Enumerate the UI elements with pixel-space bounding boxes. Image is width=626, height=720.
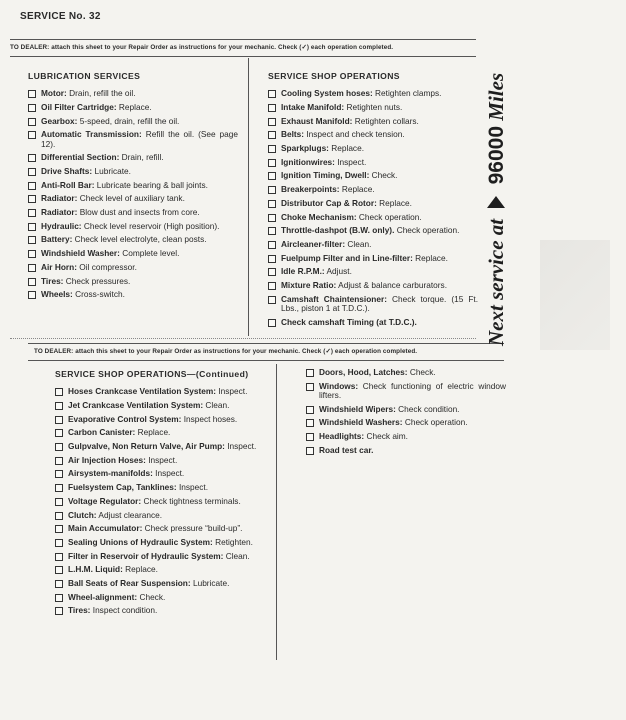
shop-ops-list [268,89,478,327]
item-name: Tires: [41,275,64,286]
checklist-item [55,428,265,437]
checklist-item [55,415,265,424]
checkbox[interactable] [55,429,63,437]
next-service-miles-label: Miles [484,72,508,121]
item-name: Fuelsystem Cap, Tanklines: [68,482,177,493]
checklist-item [268,89,478,98]
checkbox[interactable] [306,433,314,441]
item-description: Refill the oil. (See page 12). [41,129,239,149]
checklist-item [55,497,265,506]
checkbox[interactable] [268,159,276,167]
checkbox[interactable] [268,186,276,194]
item-description: Check condition. [395,403,460,414]
item-name: Battery: [41,234,73,245]
item-name: Windshield Wipers: [319,403,396,414]
checkbox[interactable] [28,90,36,98]
item-description: Replace. [339,184,375,195]
checkbox[interactable] [28,104,36,112]
checklist-item [55,606,265,615]
item-name: Air Horn: [41,261,77,272]
item-name: Anti-Roll Bar: [41,179,95,190]
checkbox[interactable] [28,291,36,299]
checklist-item [28,117,238,126]
item-description: Check pressure “build-up”. [142,523,243,534]
item-description: Check functioning of electric window lifters. [319,380,506,400]
item-description: Cross-switch. [72,289,125,300]
checkbox[interactable] [268,227,276,235]
item-name: Sparkplugs: [281,143,329,154]
checkbox[interactable] [55,566,63,574]
checkbox[interactable] [268,241,276,249]
item-description: Check operation. [394,225,460,236]
item-name: Air Injection Hoses: [68,454,146,465]
item-description: Lubricate. [190,578,230,589]
item-name: Windshield Washers: [319,417,403,428]
checkbox[interactable] [268,200,276,208]
checklist-item [28,167,238,176]
item-description: Clean. [345,238,372,249]
checkbox[interactable] [268,104,276,112]
item-description: Check operation. [402,417,468,428]
item-description: Lubricate. [92,165,131,176]
item-description: Inspect. [224,441,257,452]
next-service-sidebar [476,36,516,346]
item-description: Lubricate bearing & ball joints. [94,179,208,190]
item-description: Oil compressor. [76,261,137,272]
checklist-item [55,593,265,602]
item-name: Headlights: [319,431,365,442]
checkbox[interactable] [28,278,36,286]
item-description: Inspect. [145,454,178,465]
checkbox[interactable] [55,457,63,465]
lubrication-list [28,89,238,299]
item-name: Exhaust Manifold: [281,115,353,126]
checklist-item [268,144,478,153]
checklist-item [55,456,265,465]
checklist-item [28,103,238,112]
item-name: Ignitionwires: [281,156,335,167]
checklist-item [28,290,238,299]
checklist-item [55,483,265,492]
item-name: Fuelpump Filter and in Line-filter: [281,252,413,263]
item-name: Radiator: [41,207,78,218]
item-description: Inspect. [216,386,248,397]
checkbox[interactable] [28,182,36,190]
checklist-item [268,295,478,313]
checkbox[interactable] [28,131,36,139]
checklist-item [268,267,478,276]
checklist-item [28,130,238,148]
item-description: Adjust clearance. [96,509,163,520]
checklist-item [268,171,478,180]
item-description: Inspect. [334,156,367,167]
item-description: Replace. [328,143,365,154]
checklist-item [55,401,265,410]
shop-ops-cont-list [55,387,265,615]
item-description: Retighten collars. [352,115,419,126]
rule-bottom-a [28,343,504,344]
checkbox[interactable] [55,388,63,396]
item-name: Carbon Canister: [68,427,136,438]
item-description: Inspect. [176,482,209,493]
checklist-item [55,538,265,547]
item-description: Check torque. (15 Ft. Lbs., piston 1 at T.D.C.). [281,293,478,313]
checkbox[interactable] [55,539,63,547]
item-name: Clutch: [68,509,97,520]
item-name: Automatic Transmission: [41,129,142,140]
checkbox[interactable] [28,223,36,231]
item-name: Camshaft Chaintensioner: [281,293,387,304]
dealer-note-top: TO DEALER: attach this sheet to your Repair Order as instructions for your mechanic. Check (✓) each operation completed. [10,44,394,51]
column-divider-top [248,58,249,336]
checklist-item [55,579,265,588]
item-description: Replace. [116,101,152,112]
checklist-item [306,405,506,414]
checklist-item [55,565,265,574]
cut-line [10,338,476,339]
checkbox[interactable] [268,319,276,327]
dealer-rule-top [10,56,476,57]
item-description: Inspect condition. [90,605,158,616]
checkbox[interactable] [268,282,276,290]
item-description: Drain, refill the oil. [66,88,136,99]
item-description: Check. [137,591,166,602]
checkbox[interactable] [55,512,63,520]
checkbox[interactable] [28,264,36,272]
checkbox[interactable] [55,607,63,615]
item-description: Retighten. [212,536,253,547]
item-description: Clean. [203,399,230,410]
checklist-item [268,254,478,263]
checkbox[interactable] [28,209,36,217]
item-name: Intake Manifold: [281,101,345,112]
checkbox[interactable] [306,369,314,377]
item-description: Inspect. [152,468,185,479]
item-name: Wheel-alignment: [68,591,138,602]
item-description: Inspect and check tension. [304,129,405,140]
shop-ops-heading: SERVICE SHOP OPERATIONS [268,71,400,81]
checkbox[interactable] [268,214,276,222]
checklist-item [55,469,265,478]
checkbox[interactable] [268,90,276,98]
item-description: Check. [407,367,436,377]
item-name: Hoses Crankcase Ventilation System: [68,386,217,397]
checkbox[interactable] [306,447,314,455]
item-name: Main Accumulator: [68,523,143,534]
item-description: Check. [369,170,398,181]
column-divider-bottom [276,364,277,660]
checklist-item [28,235,238,244]
item-description: Clean. [223,550,250,561]
checkbox[interactable] [55,498,63,506]
item-description: Check level reservoir (High position). [81,220,220,231]
lubrication-section [28,72,238,304]
item-name: Evaporative Control System: [68,413,182,424]
item-name: Hydraulic: [41,220,82,231]
checklist-item [28,263,238,272]
checklist-item [268,240,478,249]
checklist-item [268,199,478,208]
item-name: Ignition Timing, Dwell: [281,170,370,181]
checkbox[interactable] [55,470,63,478]
item-description: Check aim. [364,431,408,442]
checklist-item [28,222,238,231]
dealer-note-bottom: TO DEALER: attach this sheet to your Repair Order as instructions for your mechanic. Check (✓) each operation completed. [34,348,418,355]
checklist-item [306,382,506,400]
final-ops-list [306,368,506,455]
item-description: Check tightness terminals. [141,495,241,506]
checklist-item [55,511,265,520]
checklist-item [55,442,265,451]
checkbox[interactable] [55,594,63,602]
item-name: Drive Shafts: [41,165,93,176]
checklist-item [306,446,506,455]
checkbox[interactable] [28,195,36,203]
checklist-item [55,552,265,561]
item-name: Throttle-dashpot (B.W. only). [281,225,395,236]
checkbox[interactable] [55,416,63,424]
checklist-item [28,249,238,258]
checklist-item [268,158,478,167]
checkbox[interactable] [268,296,276,304]
top-rule [10,39,476,40]
item-name: Choke Mechanism: [281,211,357,222]
item-name: Check camshaft Timing (at T.D.C.). [281,316,417,327]
checklist-item [28,277,238,286]
checklist-item [28,194,238,203]
checkbox[interactable] [268,255,276,263]
service-number: SERVICE No. 32 [20,11,101,22]
item-name: Breakerpoints: [281,184,340,195]
item-name: L.H.M. Liquid: [68,564,123,575]
item-name: Motor: [41,88,67,99]
checklist-item [55,387,265,396]
item-name: Gulpvalve, Non Return Valve, Air Pump: [68,441,225,452]
checkbox[interactable] [268,118,276,126]
checkbox[interactable] [268,172,276,180]
item-name: Wheels: [41,289,73,300]
checkbox[interactable] [55,484,63,492]
lubrication-heading: LUBRICATION SERVICES [28,71,141,81]
final-ops-section [306,368,506,459]
item-description: Adjust & balance carburators. [336,280,448,291]
item-description: Replace. [376,197,412,208]
item-name: Voltage Regulator: [68,495,142,506]
item-name: Ball Seats of Rear Suspension: [68,578,191,589]
checklist-item [268,226,478,235]
shop-ops-cont-section [55,370,265,620]
item-name: Aircleaner-filter: [281,238,346,249]
checkbox[interactable] [28,168,36,176]
next-service-text: Next service at [484,218,508,346]
checklist-item [28,153,238,162]
checkbox[interactable] [268,131,276,139]
checklist-item [268,281,478,290]
item-name: Windows: [319,380,359,391]
item-description: Drain, refill. [119,152,164,163]
item-description: Replace. [122,564,158,575]
item-description: Check level of auxiliary tank. [77,193,185,204]
checklist-item [28,181,238,190]
shop-ops-section [268,72,478,331]
checkbox[interactable] [28,236,36,244]
checkbox[interactable] [55,580,63,588]
paper-shadow [540,240,610,350]
checklist-item [306,368,506,377]
item-name: Distributor Cap & Rotor: [281,197,377,208]
checkbox[interactable] [28,154,36,162]
item-name: Filter in Reservoir of Hydraulic System: [68,550,224,561]
item-name: Airsystem-manifolds: [68,468,153,479]
item-name: Belts: [281,129,305,140]
item-name: Gearbox: [41,115,78,126]
next-service-miles: 96000 [485,125,508,185]
item-name: Doors, Hood, Latches: [319,367,408,377]
item-description: Replace. [412,252,448,263]
checklist-item [306,432,506,441]
arrow-up-icon [487,196,505,208]
checklist-item [268,130,478,139]
item-name: Jet Crankcase Ventilation System: [68,399,204,410]
item-description: Check operation. [356,211,422,222]
item-name: Road test car. [319,444,374,455]
item-description: Complete level. [119,248,180,259]
item-description: 5-speed, drain, refill the oil. [77,115,180,126]
checklist-item [28,89,238,98]
item-description: Adjust. [324,266,352,277]
checkbox[interactable] [55,553,63,561]
item-name: Differential Section: [41,152,120,163]
item-name: Radiator: [41,193,78,204]
checklist-item [268,185,478,194]
checkbox[interactable] [55,525,63,533]
item-name: Tires: [68,605,91,616]
checklist-item [55,524,265,533]
item-name: Idle R.P.M.: [281,266,325,277]
checkbox[interactable] [268,268,276,276]
item-description: Blow dust and insects from core. [77,207,200,218]
checklist-item [28,208,238,217]
item-description: Check level electrolyte, clean posts. [72,234,207,245]
item-name: Windshield Washer: [41,248,120,259]
item-description: Inspect hoses. [181,413,238,424]
item-description: Replace. [135,427,171,438]
item-name: Oil Filter Cartridge: [41,101,117,112]
checklist-item [268,213,478,222]
item-name: Cooling System hoses: [281,88,373,99]
checkbox[interactable] [55,402,63,410]
checkbox[interactable] [306,406,314,414]
checkbox[interactable] [268,145,276,153]
checkbox[interactable] [55,443,63,451]
item-description: Check pressures. [63,275,131,286]
checklist-item [268,103,478,112]
checkbox[interactable] [28,250,36,258]
item-name: Mixture Ratio: [281,280,337,291]
checkbox[interactable] [306,383,314,391]
checklist-item [268,318,478,327]
item-description: Retighten clamps. [372,88,442,99]
item-name: Sealing Unions of Hydraulic System: [68,536,213,547]
checklist-item [306,418,506,427]
item-description: Retighten nuts. [344,101,403,112]
checklist-item [268,117,478,126]
rule-bottom-b [28,360,504,361]
shop-ops-cont-heading: SERVICE SHOP OPERATIONS—(Continued) [55,369,249,379]
checkbox[interactable] [28,118,36,126]
checkbox[interactable] [306,419,314,427]
